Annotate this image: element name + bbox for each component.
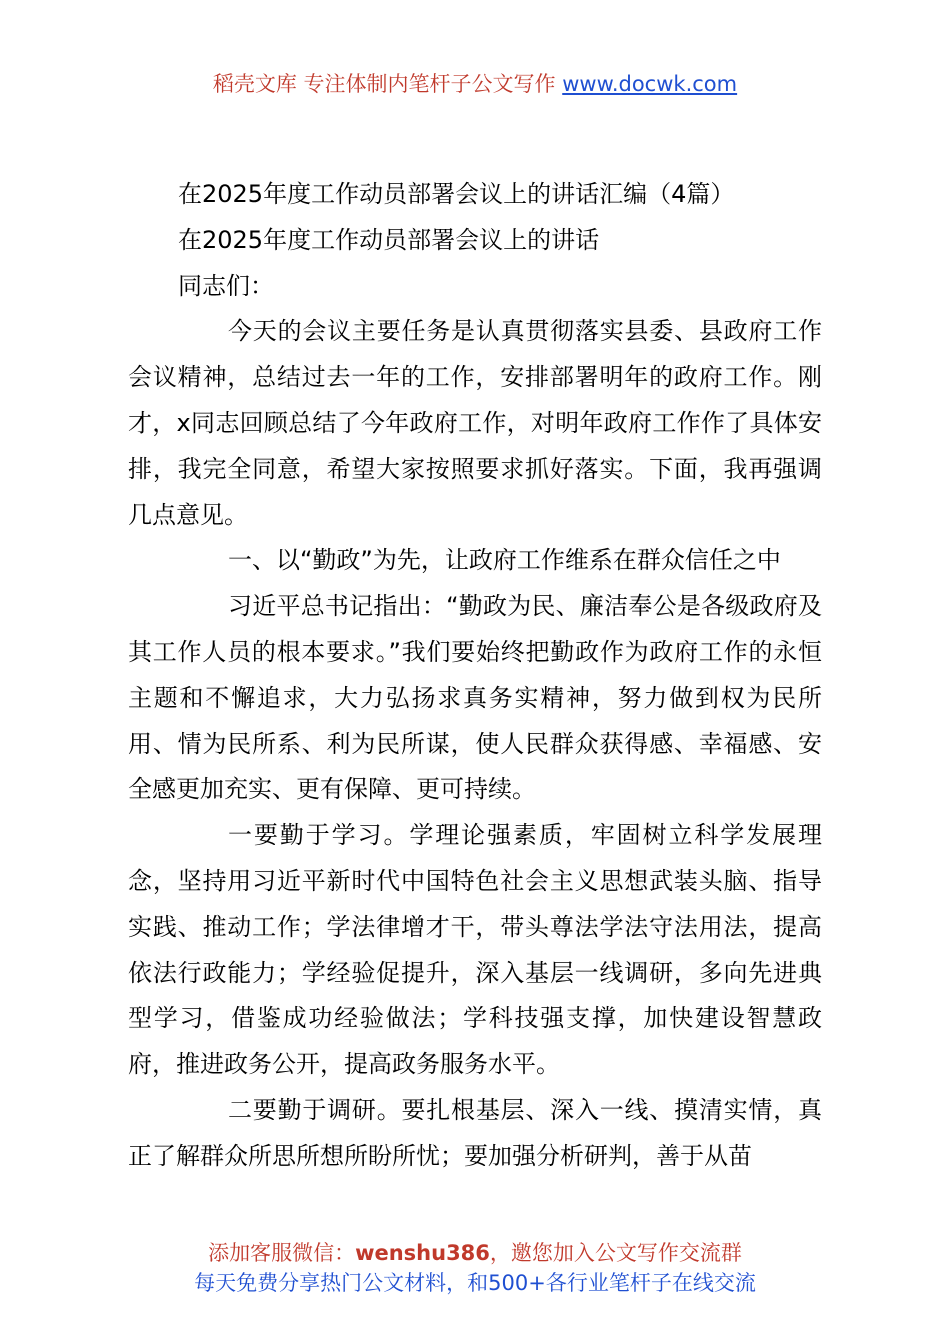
header-site-link[interactable]: www.docwk.com xyxy=(562,72,738,96)
header-site-text: 稻壳文库 专注体制内笔杆子公文写作 xyxy=(212,72,563,96)
footer-wechat-prefix: 添加客服微信： xyxy=(208,1241,356,1265)
paragraph-quote: 习近平总书记指出：“勤政为民、廉洁奉公是各级政府及其工作人员的根本要求。”我们要始终把勤政作为政府工作的永恒主题和不懈追求，大力弘扬求真务实精神，努力做到权为民所用、情为民所系、利为民所谋，使人民群众获得感、幸福感、安全感更加充实、更有保障、更可持续。 xyxy=(128,592,822,804)
section-heading: 一、以“勤政”为先，让政府工作维系在群众信任之中 xyxy=(228,546,781,575)
document-subtitle: 在2025年度工作动员部署会议上的讲话 xyxy=(178,225,600,254)
page-header xyxy=(0,68,950,100)
paragraph-research: 二要勤于调研。要扎根基层、深入一线、摸清实情，真正了解群众所思所想所盼所忧；要加强分析研判，善于从苗 xyxy=(128,1095,822,1170)
document-title: 在2025年度工作动员部署会议上的讲话汇编（4篇） xyxy=(178,180,735,208)
footer-wechat-suffix: ，邀您加入公文写作交流群 xyxy=(489,1241,742,1265)
paragraph-intro: 今天的会议主要任务是认真贯彻落实县委、县政府工作会议精神，总结过去一年的工作，安排部署明年的政府工作。刚才，x同志回顾总结了今年政府工作，对明年政府工作作了具体安排，我完全同意，希望大家按照要求抓好落实。下面，我再强调几点意见。 xyxy=(128,317,822,529)
footer-wechat-line xyxy=(0,1238,950,1268)
footer-share-line: 每天免费分享热门公文材料，和500+各行业笔杆子在线交流 xyxy=(194,1271,756,1295)
footer-wechat-id: wenshu386 xyxy=(355,1241,490,1265)
document-body xyxy=(128,172,822,1180)
paragraph-study: 一要勤于学习。学理论强素质，牢固树立科学发展理念，坚持用习近平新时代中国特色社会主义思想武装头脑、指导实践、推动工作；学法律增才干，带头尊法学法守法用法，提高依法行政能力；学经验促提升，深入基层一线调研，多向先进典型学习，借鉴成功经验做法；学科技强支撑，加快建设智慧政府，推进政务公开，提高政务服务水平。 xyxy=(128,821,822,1079)
page-footer xyxy=(0,1238,950,1298)
salutation: 同志们： xyxy=(178,271,274,300)
